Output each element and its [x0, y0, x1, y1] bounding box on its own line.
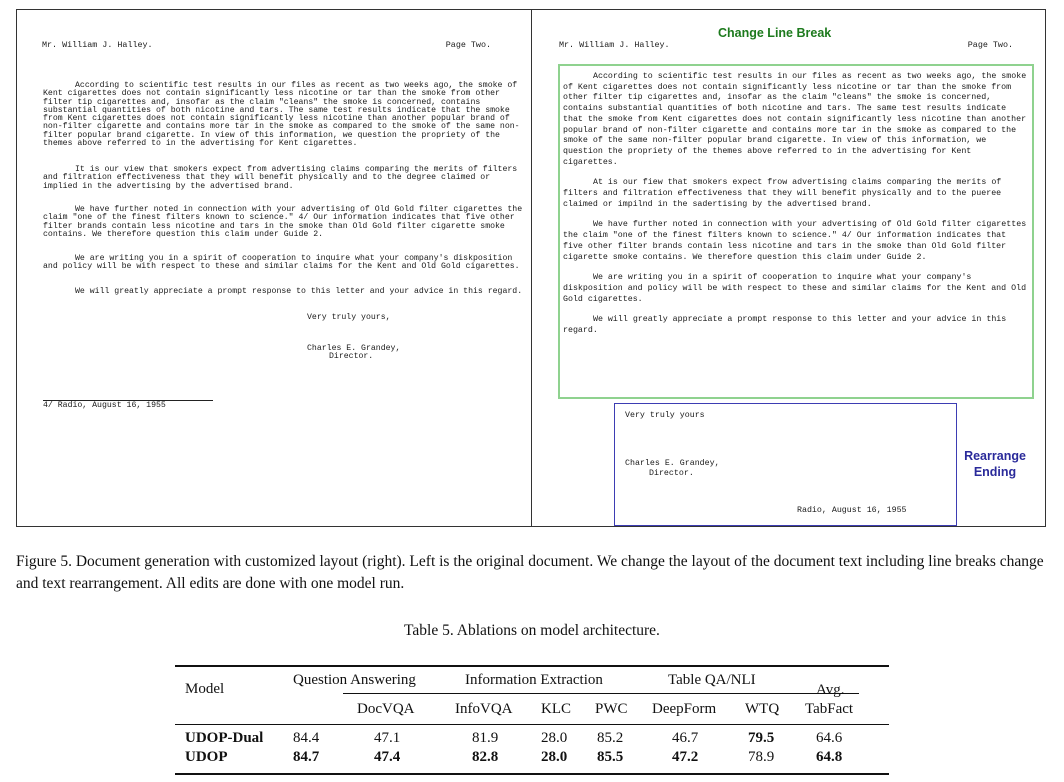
salutation: Mr. William J. Halley. [42, 40, 153, 50]
closing-right: Very truly yours [625, 411, 705, 420]
col-klc: KLC [541, 701, 571, 717]
group-ie: Information Extraction [465, 672, 603, 688]
col-docvqa: DocVQA [357, 701, 415, 717]
table-cell: 28.0 [541, 749, 568, 765]
original-document [17, 10, 531, 526]
page-label-right: Page Two. [967, 40, 1013, 50]
group-tqa: Table QA/NLI [668, 672, 756, 688]
table-cell: 81.9 [472, 730, 499, 746]
model-header: Model [185, 681, 225, 697]
col-deepform: DeepForm [652, 701, 717, 717]
change-line-break-label: Change Line Break [718, 26, 832, 40]
table-cell: 84.7 [293, 749, 320, 765]
right-paragraph-5: We will greatly appreciate a prompt response to this letter and your advice in this regard. [563, 315, 1007, 336]
paragraph-3: We have further noted in connection with your advertising of Old Gold filter cigarettes the claim "one of the finest filters known to science." 4/ Our information indicates that five other filter brands contain less nicotine and tars in the smoke than Old Gold filter cigarette smoke contains. We therefore question this claim under Guide 2. [43, 205, 523, 239]
rearrange-ending-label: Rearrange Ending [964, 449, 1026, 479]
signer-title-right: Director. [649, 469, 694, 478]
table-cell: 47.4 [374, 749, 401, 765]
footnote: 4/ Radio, August 16, 1955 [43, 400, 213, 410]
right-paragraph-1: According to scientific test results in our files as recent as two weeks ago, the smoke of Kent cigarettes does not contain significantly less nicotine or tar than the smoke from other filter tip cigarettes and, insofar as the claim "cleans" the smoke is concerned, contains substantial quantities of both nicotine and tars. The same test results indicate that the smoke from Kent cigarettes does not contain significantly less nicotine than another popular brand of non-filter cigarette and contains more tar in the smoke as compared to the smoke of the same non-filter popular brand cigarette. In view of this information, we question the propriety of the themes above referred to in the advertising for Kent cigarettes. [563, 72, 1027, 167]
group-rule [343, 693, 859, 694]
group-qa: Question Answering [293, 672, 416, 688]
table-cell: 85.5 [597, 749, 624, 765]
right-paragraph-3: We have further noted in connection with your advertising of Old Gold filter cigarettes the claim "one of the finest filters known to science." 4/ Our information indicates that five other filter brands contain less nicotine and tars in the smoke than Old Gold filter cigarette smoke contains. We therefore question this claim under Guide 2. [563, 220, 1027, 262]
table-cell: 47.2 [672, 749, 699, 765]
line-break-region [558, 64, 1034, 399]
col-infovqa: InfoVQA [455, 701, 513, 717]
paragraph-1: According to scientific test results in our files as recent as two weeks ago, the smoke of Kent cigarettes does not contain significantly less nicotine or tar than the smoke from other filter tip cigarettes and, insofar as the claim "cleans" the smoke is concerned, contains substantial quantities of both nicotine and tars. The same test results indicate that the smoke from Kent cigarettes does not contain significantly less nicotine than another popular brand of non-filter cigarette and contains more tar in the smoke as compared to the smoke of the same non-filter popular brand cigarette. In view of this information, we question the propriety of the themes above referred to in the advertising for Kent cigarettes. [43, 81, 520, 149]
salutation-right: Mr. William J. Halley. [559, 40, 670, 50]
figure-caption: Figure 5. Document generation with customized layout (right). Left is the original document. We change the layout of the document text including line breaks change and text rearrangement. All edits are done with one model run. [16, 553, 1044, 592]
col-pwc: PWC [595, 701, 628, 717]
table-cell: 78.9 [748, 749, 775, 765]
letter-header [42, 40, 491, 50]
table-cell: 85.2 [597, 730, 624, 746]
footnote-right: Radio, August 16, 1955 [797, 506, 907, 515]
table-cell: 47.1 [374, 730, 401, 746]
right-paragraph-2: At is our fiew that smokers expect frow advertising claims comparing the merits of filters and filtration effectiveness that they will benefit physically and to the pueree claimed or impilnd in the sadertising by the advertised brand. [563, 178, 1002, 209]
closing: Very truly yours, [307, 313, 391, 322]
ablation-table [175, 665, 889, 774]
signer-title: Director. [329, 352, 374, 361]
col-tabfact: TabFact [805, 701, 854, 717]
bottom-rule [175, 773, 889, 775]
table-cell: 64.6 [816, 730, 843, 746]
paragraph-2: It is our view that smokers expect from advertising claims comparing the merits of filters and filtration effectiveness that they will benefit physically and to the degree claimed or implied in the advertising by the advertised brand. [43, 165, 518, 191]
row-udop-model: UDOP [185, 749, 228, 765]
table-cell: 79.5 [748, 730, 775, 746]
rearranged-ending-region [614, 403, 957, 526]
page-label: Page Two. [445, 40, 491, 50]
generated-document [532, 10, 1045, 526]
figure-5 [16, 9, 1046, 527]
table-cell: 46.7 [672, 730, 699, 746]
top-rule [175, 665, 889, 667]
row-udop-dual-model: UDOP-Dual [185, 730, 264, 746]
paragraph-5: We will greatly appreciate a prompt response to this letter and your advice in this regard. [75, 287, 523, 296]
header-rule [175, 724, 889, 725]
table-cell: 64.8 [816, 749, 843, 765]
signature-block [625, 459, 720, 479]
right-paragraph-4: We are writing you in a spirit of cooperation to inquire what your company's diskposition and policy will be with respect to these and similar claims for the Kent and Old Gold cigarettes. [563, 273, 1027, 304]
table-cell: 84.4 [293, 730, 320, 746]
paragraph-4: We are writing you in a spirit of cooperation to inquire what your company's diskposition and policy will be with respect to these and similar claims for the Kent and Old Gold cigarettes. [43, 254, 520, 272]
group-avg: Avg. [816, 682, 845, 698]
letter-header-right [559, 40, 1013, 50]
table-cell: 28.0 [541, 730, 568, 746]
table-title: Table 5. Ablations on model architecture. [404, 622, 660, 639]
signer-name-right: Charles E. Grandey, [625, 459, 720, 468]
signer-name: Charles E. Grandey, [307, 344, 401, 353]
col-wtq: WTQ [745, 701, 780, 717]
table-cell: 82.8 [472, 749, 499, 765]
